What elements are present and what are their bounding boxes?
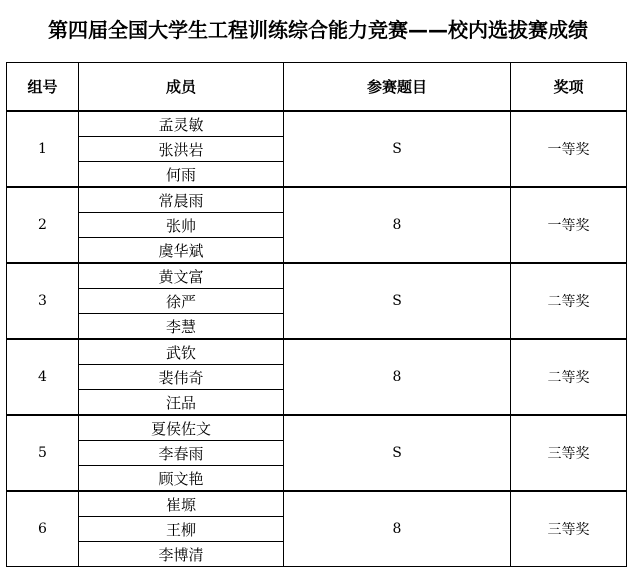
prize-cell: 一等奖 [511, 111, 627, 187]
member-name: 何雨 [79, 162, 284, 188]
member-name: 李慧 [79, 314, 284, 340]
group-number: 4 [7, 339, 79, 415]
member-name: 崔塬 [79, 491, 284, 517]
member-name: 徐严 [79, 289, 284, 314]
prize-cell: 一等奖 [511, 187, 627, 263]
member-name: 王柳 [79, 517, 284, 542]
table-row [7, 263, 627, 289]
member-name: 张洪岩 [79, 137, 284, 162]
member-name: 裴伟奇 [79, 365, 284, 390]
group-number: 2 [7, 187, 79, 263]
topic-cell: S [284, 415, 511, 491]
table-row [7, 187, 627, 213]
header-row [7, 63, 627, 112]
member-name: 顾文艳 [79, 466, 284, 492]
member-name: 常晨雨 [79, 187, 284, 213]
header-group: 组号 [7, 63, 79, 112]
header-topic: 参赛题目 [284, 63, 511, 112]
member-name: 武钦 [79, 339, 284, 365]
page-title: 第四届全国大学生工程训练综合能力竞赛——校内选拔赛成绩 [48, 17, 588, 42]
group-number: 1 [7, 111, 79, 187]
table-row [7, 491, 627, 517]
prize-cell: 二等奖 [511, 263, 627, 339]
topic-cell: S [284, 111, 511, 187]
header-prize: 奖项 [511, 63, 627, 112]
group-number: 6 [7, 491, 79, 567]
group-number: 3 [7, 263, 79, 339]
member-name: 李博清 [79, 542, 284, 567]
table-row [7, 111, 627, 137]
prize-cell: 三等奖 [511, 415, 627, 491]
group-number: 5 [7, 415, 79, 491]
topic-cell: 8 [284, 187, 511, 263]
header-members: 成员 [79, 63, 284, 112]
member-name: 孟灵敏 [79, 111, 284, 137]
member-name: 夏侯佐文 [79, 415, 284, 441]
topic-cell: 8 [284, 339, 511, 415]
topic-cell: S [284, 263, 511, 339]
member-name: 汪品 [79, 390, 284, 416]
results-table [6, 62, 627, 567]
member-name: 虞华斌 [79, 238, 284, 264]
table-row [7, 415, 627, 441]
member-name: 张帅 [79, 213, 284, 238]
member-name: 黄文富 [79, 263, 284, 289]
topic-cell: 8 [284, 491, 511, 567]
member-name: 李春雨 [79, 441, 284, 466]
prize-cell: 二等奖 [511, 339, 627, 415]
prize-cell: 三等奖 [511, 491, 627, 567]
table-row [7, 339, 627, 365]
